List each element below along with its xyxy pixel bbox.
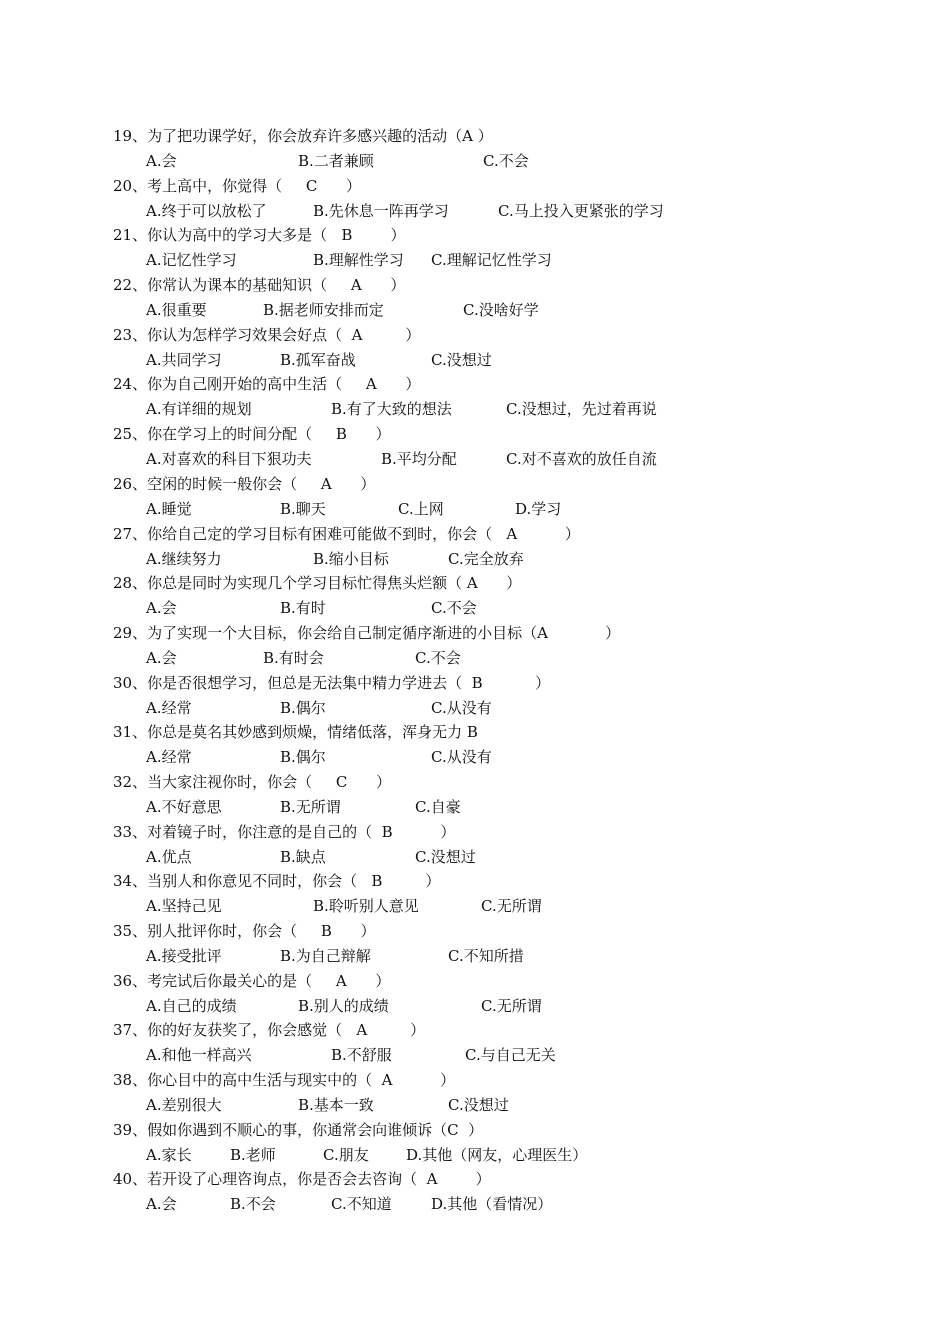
- answer-option: C.不会: [483, 152, 529, 170]
- question-stem: 37、你的好友获奖了，你会感觉（ A ）: [113, 1021, 426, 1040]
- answer-option: B.先休息一阵再学习: [313, 201, 449, 220]
- question-stem: 29、为了实现一个大目标，你会给自己制定循序渐进的小目标（A ）: [113, 623, 621, 642]
- question-item: [113, 820, 873, 870]
- answer-option: C.理解记忆性学习: [431, 251, 552, 270]
- question-item: [113, 621, 873, 671]
- question-stem: 22、你常认为课本的基础知识（ A ）: [113, 276, 406, 295]
- question-stem: 40、若开设了心理咨询点，你是否会去咨询（ A ）: [113, 1170, 491, 1189]
- answer-option: D.学习: [515, 499, 562, 518]
- answer-option: A.继续努力: [146, 549, 222, 568]
- question-options: [113, 547, 873, 572]
- answer-option: D.其他（看情况）: [431, 1195, 553, 1214]
- question-item: [113, 1118, 873, 1168]
- question-item: [113, 969, 873, 1019]
- answer-option: B.据老师安排而定: [263, 301, 384, 320]
- question-options: [113, 646, 873, 671]
- question-stem: 31、你总是莫名其妙感到烦燥，情绪低落，浑身无力 B: [113, 723, 478, 742]
- question-stem: 24、你为自己刚开始的高中生活（ A ）: [113, 375, 421, 394]
- question-options: [113, 1192, 873, 1217]
- answer-option: A.会: [146, 152, 177, 170]
- answer-option: A.会: [146, 1195, 177, 1214]
- question-stem: 26、空闲的时候一般你会（ A ）: [113, 474, 376, 493]
- answer-option: B.基本一致: [298, 1096, 374, 1115]
- question-stem: 30、你是否很想学习，但总是无法集中精力学进去（ B ）: [113, 673, 551, 692]
- answer-option: C.不会: [431, 599, 477, 618]
- answer-option: C.从没有: [431, 698, 492, 717]
- answer-option: B.为自己辩解: [280, 947, 371, 965]
- answer-option: B.缺点: [280, 847, 326, 866]
- answer-option: B.偶尔: [280, 698, 326, 717]
- answer-option: A.优点: [146, 847, 192, 866]
- question-item: [113, 273, 873, 323]
- question-stem: 19、为了把功课学好，你会放弃许多感兴趣的活动（A ）: [113, 127, 493, 145]
- question-stem: 32、当大家注视你时，你会（ C ）: [113, 772, 392, 791]
- answer-option: A.经常: [146, 748, 192, 767]
- answer-option: B.不会: [230, 1195, 276, 1214]
- question-item: [113, 671, 873, 721]
- answer-option: B.聆听别人意见: [313, 897, 419, 916]
- question-options: [113, 745, 873, 770]
- question-stem: 36、考完试后你最关心的是（ A ）: [113, 971, 391, 990]
- question-options: [113, 199, 873, 224]
- answer-option: B.二者兼顾: [298, 152, 374, 170]
- answer-option: C.不会: [415, 648, 461, 667]
- question-stem: 21、你认为高中的学习大多是（ B ）: [113, 226, 406, 245]
- question-stem: 27、你给自己定的学习目标有困难可能做不到时，你会（ A ）: [113, 524, 580, 543]
- answer-option: A.对喜欢的科目下狠功夫: [146, 450, 312, 469]
- answer-option: B.别人的成绩: [298, 996, 389, 1015]
- question-stem: 25、你在学习上的时间分配（ B ）: [113, 425, 391, 444]
- question-options: [113, 696, 873, 721]
- answer-option: B.无所谓: [280, 797, 341, 816]
- answer-option: A.家长: [146, 1145, 192, 1164]
- question-item: [113, 869, 873, 919]
- question-options: [113, 248, 873, 273]
- question-item: [113, 124, 873, 174]
- question-options: [113, 944, 873, 969]
- answer-option: B.有时会: [263, 648, 324, 667]
- answer-option: A.有详细的规划: [146, 400, 252, 419]
- question-options: [113, 845, 873, 870]
- answer-option: C.完全放弃: [448, 549, 524, 568]
- answer-option: A.接受批评: [146, 947, 222, 965]
- answer-option: C.没想过: [431, 350, 492, 369]
- question-item: [113, 1167, 873, 1217]
- answer-option: B.理解性学习: [313, 251, 404, 270]
- answer-option: A.自己的成绩: [146, 996, 237, 1015]
- question-options: [113, 1143, 873, 1168]
- answer-option: B.不舒服: [331, 1046, 392, 1065]
- question-list: [113, 124, 873, 1217]
- answer-option: C.自豪: [415, 797, 461, 816]
- question-options: [113, 894, 873, 919]
- question-stem: 39、假如你遇到不顺心的事，你通常会向谁倾诉（C ）: [113, 1120, 484, 1139]
- question-item: [113, 770, 873, 820]
- answer-option: A.睡觉: [146, 499, 192, 518]
- answer-option: C.没啥好学: [463, 301, 539, 320]
- question-options: [113, 348, 873, 373]
- answer-option: C.无所谓: [481, 897, 542, 916]
- answer-option: C.没想过: [448, 1096, 509, 1115]
- question-options: [113, 497, 873, 522]
- question-stem: 20、考上高中，你觉得（ C ）: [113, 176, 362, 195]
- answer-option: C.马上投入更紧张的学习: [498, 201, 664, 220]
- answer-option: D.其他（网友，心理医生）: [406, 1145, 588, 1164]
- answer-option: C.没想过，先过着再说: [506, 400, 657, 419]
- question-stem: 34、当别人和你意见不同时，你会（ B ）: [113, 872, 441, 891]
- answer-option: C.没想过: [415, 847, 476, 866]
- answer-option: C.不知道: [331, 1195, 392, 1214]
- answer-option: A.和他一样高兴: [146, 1046, 252, 1065]
- answer-option: A.坚持己见: [146, 897, 222, 916]
- question-item: [113, 1068, 873, 1118]
- answer-option: C.从没有: [431, 748, 492, 767]
- answer-option: A.不好意思: [146, 797, 222, 816]
- answer-option: C.与自己无关: [465, 1046, 556, 1065]
- question-item: [113, 372, 873, 422]
- question-item: [113, 422, 873, 472]
- answer-option: B.老师: [230, 1145, 276, 1164]
- answer-option: C.不知所措: [448, 947, 524, 965]
- question-item: [113, 223, 873, 273]
- answer-option: B.孤军奋战: [280, 350, 356, 369]
- answer-option: C.无所谓: [481, 996, 542, 1015]
- question-options: [113, 596, 873, 621]
- question-item: [113, 472, 873, 522]
- question-item: [113, 174, 873, 224]
- answer-option: C.朋友: [323, 1145, 369, 1164]
- answer-option: A.会: [146, 648, 177, 667]
- question-options: [113, 298, 873, 323]
- answer-option: A.记忆性学习: [146, 251, 237, 270]
- answer-option: A.共同学习: [146, 350, 222, 369]
- question-options: [113, 1093, 873, 1118]
- question-stem: 38、你心目中的高中生活与现实中的（ A ）: [113, 1071, 456, 1090]
- answer-option: B.平均分配: [381, 450, 457, 469]
- question-stem: 33、对着镜子时，你注意的是自己的（ B ）: [113, 822, 456, 841]
- question-stem: 23、你认为怎样学习效果会好点（ A ）: [113, 325, 421, 344]
- question-item: [113, 1018, 873, 1068]
- answer-option: B.有了大致的想法: [331, 400, 452, 419]
- question-item: [113, 323, 873, 373]
- answer-option: A.终于可以放松了: [146, 201, 267, 220]
- answer-option: B.聊天: [280, 499, 326, 518]
- question-item: [113, 919, 873, 969]
- question-stem: 28、你总是同时为实现几个学习目标忙得焦头烂额（ A ）: [113, 574, 522, 593]
- answer-option: A.差别很大: [146, 1096, 222, 1115]
- answer-option: C.上网: [398, 499, 444, 518]
- question-item: [113, 720, 873, 770]
- question-options: [113, 1043, 873, 1068]
- answer-option: A.很重要: [146, 301, 207, 320]
- question-options: [113, 397, 873, 422]
- answer-option: C.对不喜欢的放任自流: [506, 450, 657, 469]
- question-options: [113, 447, 873, 472]
- question-stem: 35、别人批评你时，你会（ B ）: [113, 922, 376, 940]
- question-item: [113, 571, 873, 621]
- answer-option: A.会: [146, 599, 177, 618]
- answer-option: B.缩小目标: [313, 549, 389, 568]
- question-item: [113, 522, 873, 572]
- answer-option: B.有时: [280, 599, 326, 618]
- answer-option: A.经常: [146, 698, 192, 717]
- question-options: [113, 994, 873, 1019]
- question-options: [113, 149, 873, 174]
- question-options: [113, 795, 873, 820]
- answer-option: B.偶尔: [280, 748, 326, 767]
